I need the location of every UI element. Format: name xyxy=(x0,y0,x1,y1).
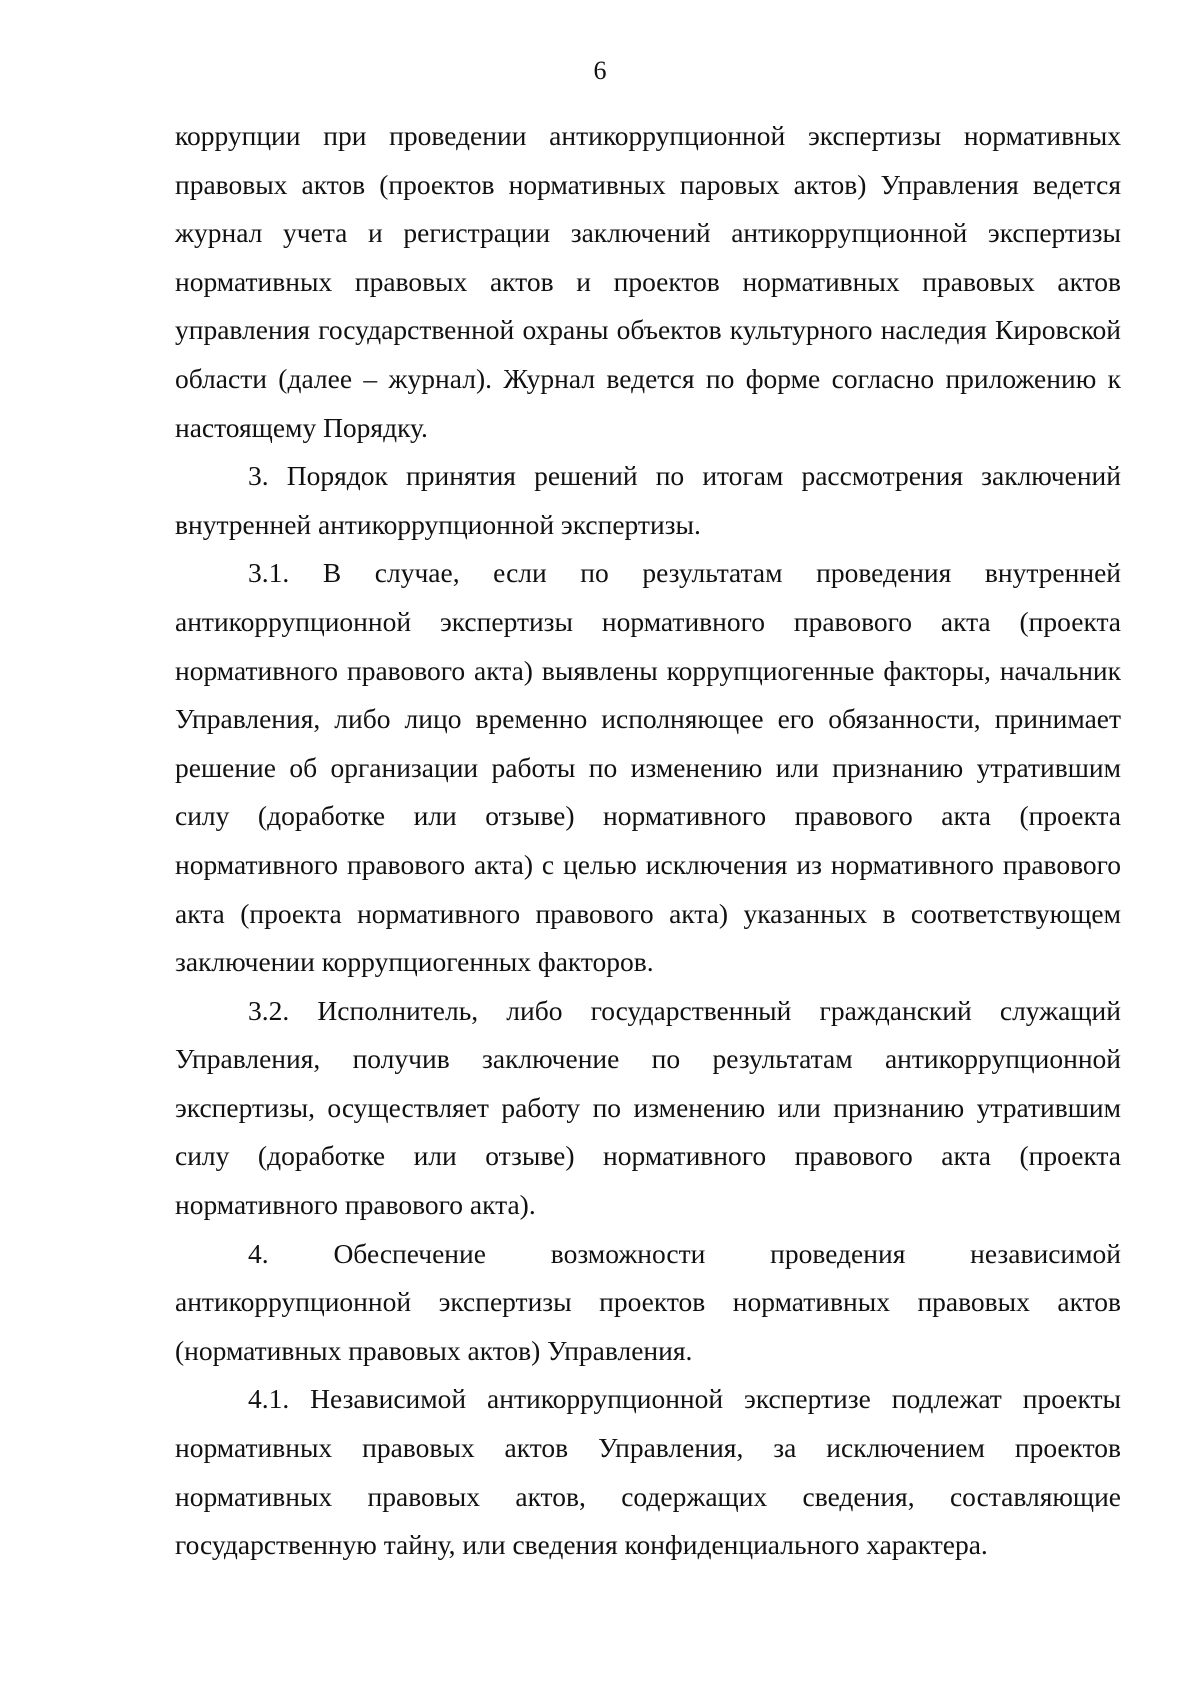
section-3-heading: 3. Порядок принятия решений по итогам рассмотрения заключений внутренней антикоррупционной экспертизы. xyxy=(175,460,1121,540)
paragraph-continuation: коррупции при проведении антикоррупционной экспертизы нормативных правовых актов (проектов нормативных паровых актов) Управления ведется журнал учета и регистрации заключений антикоррупционной экспертизы нормативных правовых актов и проектов нормативных правовых актов управления государственной охраны объектов культурного наследия Кировской области (далее – журнал). Журнал ведется по форме согласно приложению к настоящему Порядку. xyxy=(175,120,1121,443)
paragraph-3-2: 3.2. Исполнитель, либо государственный гражданский служащий Управления, получив заключение по результатам антикоррупционной экспертизы, осуществляет работу по изменению или признанию утратившим силу (доработке или отзыве) нормативного правового акта (проекта нормативного правового акта). xyxy=(175,994,1121,1221)
paragraph-3-1: 3.1. В случае, если по результатам проведения внутренней антикоррупционной экспертизы нормативного правового акта (проекта нормативного правового акта) выявлены коррупциогенные факторы, начальник Управления, либо лицо временно исполняющее его обязанности, принимает решение об организации работы по изменению или признанию утратившим силу (доработке или отзыве) нормативного правового акта (проекта нормативного правового акта) с целью исключения из нормативного правового акта (проекта нормативного правового акта) указанных в соответствующем заключении коррупциогенных факторов. xyxy=(175,557,1121,978)
section-4-heading: 4. Обеспечение возможности проведения независимой антикоррупционной экспертизы проектов нормативных правовых актов (нормативных правовых актов) Управления. xyxy=(175,1237,1121,1366)
page-number: 6 xyxy=(593,56,607,85)
document-body xyxy=(175,112,1121,1570)
paragraph-4-1: 4.1. Независимой антикоррупционной экспертизе подлежат проекты нормативных правовых актов Управления, за исключением проектов нормативных правовых актов, содержащих сведения, составляющие государственную тайну, или сведения конфиденциального характера. xyxy=(175,1383,1121,1561)
